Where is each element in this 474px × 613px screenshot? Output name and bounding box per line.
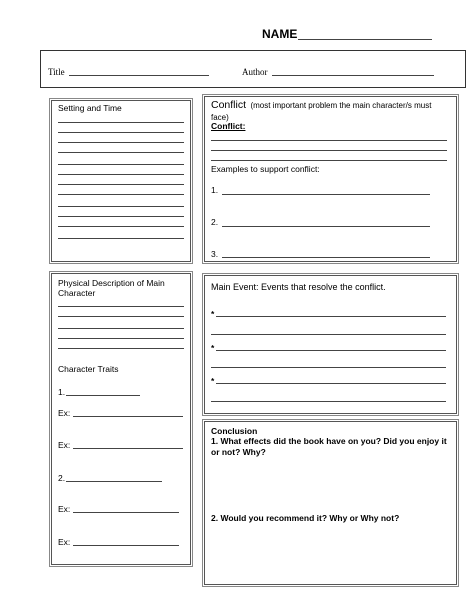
writing-line[interactable]	[58, 238, 184, 239]
trait-1-line[interactable]	[66, 395, 140, 396]
conclusion-q2: 2. Would you recommend it? Why or Why not?	[211, 513, 400, 523]
conflict-item-1-line[interactable]	[222, 194, 430, 195]
event-bullet: *	[211, 343, 215, 353]
author-label: Author	[242, 67, 268, 77]
event-line[interactable]	[216, 316, 446, 317]
writing-line[interactable]	[58, 348, 184, 349]
conflict-label: Conflict:	[211, 121, 246, 131]
ex-label: Ex:	[58, 440, 71, 450]
main-event-box	[204, 275, 457, 414]
writing-line[interactable]	[58, 174, 184, 175]
conflict-line[interactable]	[211, 160, 447, 161]
trait-1-label: 1.	[58, 387, 66, 397]
event-line[interactable]	[216, 383, 446, 384]
writing-line[interactable]	[58, 306, 184, 307]
title-label: Title	[48, 67, 65, 77]
writing-line[interactable]	[58, 132, 184, 133]
conflict-item-3-line[interactable]	[222, 257, 430, 258]
event-bullet: *	[211, 376, 215, 386]
author-line[interactable]	[272, 75, 434, 76]
setting-heading: Setting and Time	[58, 103, 122, 113]
trait-2-label: 2.	[58, 473, 66, 483]
physical-heading: Physical Description of Main Character	[58, 278, 165, 298]
trait-2-line[interactable]	[66, 481, 162, 482]
ex-label: Ex:	[58, 537, 71, 547]
name-label: NAME	[262, 27, 298, 41]
writing-line[interactable]	[58, 152, 184, 153]
ex-line[interactable]	[73, 512, 179, 513]
writing-line[interactable]	[58, 328, 184, 329]
ex-label: Ex:	[58, 408, 71, 418]
writing-line[interactable]	[58, 226, 184, 227]
writing-line[interactable]	[58, 216, 184, 217]
writing-line[interactable]	[58, 164, 184, 165]
ex-line[interactable]	[73, 448, 183, 449]
writing-line[interactable]	[58, 194, 184, 195]
conflict-item-3: 3.	[211, 249, 219, 259]
writing-line[interactable]	[58, 316, 184, 317]
writing-line[interactable]	[58, 142, 184, 143]
examples-label: Examples to support conflict:	[211, 164, 320, 174]
conflict-line[interactable]	[211, 140, 447, 141]
writing-line[interactable]	[58, 122, 184, 123]
writing-line[interactable]	[58, 206, 184, 207]
conflict-item-1: 1.	[211, 185, 219, 195]
event-line[interactable]	[211, 367, 446, 368]
name-line[interactable]	[298, 39, 432, 40]
writing-line[interactable]	[58, 184, 184, 185]
main-event-heading: Main Event: Events that resolve the conflict.	[211, 282, 386, 292]
ex-line[interactable]	[73, 416, 183, 417]
conclusion-heading: Conclusion	[211, 426, 258, 436]
event-line[interactable]	[216, 350, 446, 351]
conclusion-q1: 1. What effects did the book have on you? Did you enjoy it or not? Why?	[211, 436, 447, 457]
ex-label: Ex:	[58, 504, 71, 514]
conflict-heading: Conflict	[211, 99, 247, 111]
conflict-heading-block	[211, 99, 451, 123]
title-line[interactable]	[69, 75, 209, 76]
event-line[interactable]	[211, 401, 446, 402]
event-bullet: *	[211, 309, 215, 319]
conflict-item-2-line[interactable]	[222, 226, 430, 227]
writing-line[interactable]	[58, 338, 184, 339]
ex-line[interactable]	[73, 545, 179, 546]
event-line[interactable]	[211, 334, 446, 335]
conflict-heading-note: (most important problem the main character/s must face)	[211, 101, 432, 122]
traits-heading: Character Traits	[58, 364, 119, 374]
conflict-line[interactable]	[211, 150, 447, 151]
conflict-item-2: 2.	[211, 217, 219, 227]
